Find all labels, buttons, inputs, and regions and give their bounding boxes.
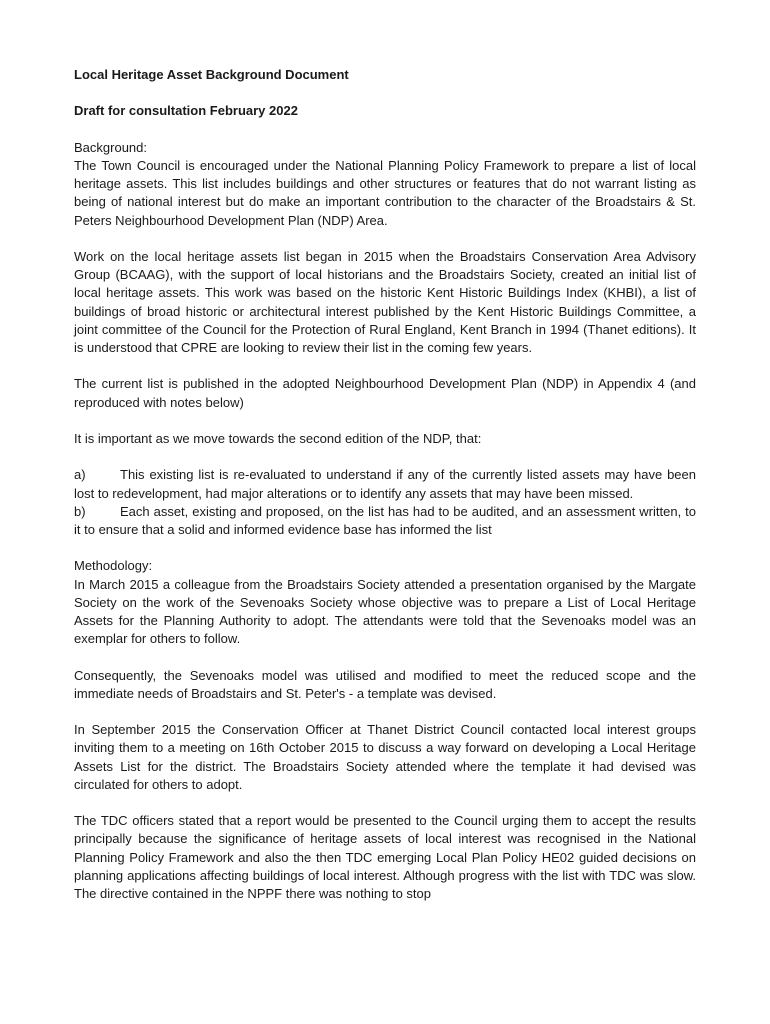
- methodology-heading: Methodology:: [74, 558, 153, 574]
- background-paragraph-1: The Town Council is encouraged under the National Planning Policy Framework to prepare a list of local heritage assets. This list includes buildings and other structures or features that do not warrant listing as being of national interest but do make an important contribution to the character of the Broadstairs & St. Peters Neighbourhood Development Plan (NDP) Area.: [74, 157, 696, 228]
- background-heading: Background:: [74, 139, 147, 155]
- methodology-paragraph-1: In March 2015 a colleague from the Broadstairs Society attended a presentation organised by the Margate Society on the work of the Sevenoaks Society whose objective was to prepare a List of Local Heritage Assets for the Planning Authority to adopt. The attendants were told that the Sevenoaks model was an exemplar for others to follow.: [74, 576, 696, 647]
- list-marker: a): [74, 467, 86, 483]
- document-page: [74, 66, 696, 921]
- methodology-paragraph-2: Consequently, the Sevenoaks model was utilised and modified to meet the reduced scope and the immediate needs of Broadstairs and St. Peter's - a template was devised.: [74, 667, 696, 701]
- document-title: Local Heritage Asset Background Document: [74, 67, 349, 82]
- methodology-paragraph-3: In September 2015 the Conservation Officer at Thanet District Council contacted local interest groups inviting them to a meeting on 16th October 2015 to discuss a way forward on developing a Local Heritage Assets List for the district. The Broadstairs Society attended where the template it had devised was circulated for others to adopt.: [74, 722, 696, 792]
- background-paragraph-4: It is important as we move towards the second edition of the NDP, that:: [74, 430, 482, 446]
- list-item-text: Each asset, existing and proposed, on the list has had to be audited, and an assessment written, to it to ensure that a solid and informed evidence base has informed the list: [74, 503, 696, 537]
- list-marker: b): [74, 503, 86, 519]
- methodology-paragraph-4: The TDC officers stated that a report would be presented to the Council urging them to accept the results principally because the significance of heritage assets of local interest was recognised in the National Planning Policy Framework and also the then TDC emerging Local Plan Policy HE02 guided decisions on planning applications affecting buildings of local interest. Although progress with the list with TDC was slow. The directive contained in the NPPF there was nothing to stop: [74, 813, 696, 901]
- list-item: [74, 466, 696, 502]
- list-item-text: This existing list is re-evaluated to understand if any of the currently listed assets may have been lost to redevelopment, had major alterations or to identify any assets that may have been missed.: [74, 467, 696, 501]
- background-paragraph-3: The current list is published in the adopted Neighbourhood Development Plan (NDP) in Appendix 4 (and reproduced with notes below): [74, 376, 696, 410]
- methodology-section: [74, 557, 696, 648]
- document-subtitle: Draft for consultation February 2022: [74, 103, 298, 119]
- list-item: [74, 503, 696, 539]
- requirements-list: [74, 466, 696, 539]
- background-section: [74, 139, 696, 230]
- background-paragraph-2: Work on the local heritage assets list began in 2015 when the Broadstairs Conservation Area Advisory Group (BCAAG), with the support of local historians and the Broadstairs Society, created an initial list of local heritage assets. This work was based on the historic Kent Historic Buildings Index (KHBI), a list of buildings of broad historic or architectural interest published by the Kent Historic Buildings Committee, a joint committee of the Council for the Protection of Rural England, Kent Branch in 1994 (Thanet editions). It is understood that CPRE are looking to review their list in the coming few years.: [74, 248, 696, 355]
